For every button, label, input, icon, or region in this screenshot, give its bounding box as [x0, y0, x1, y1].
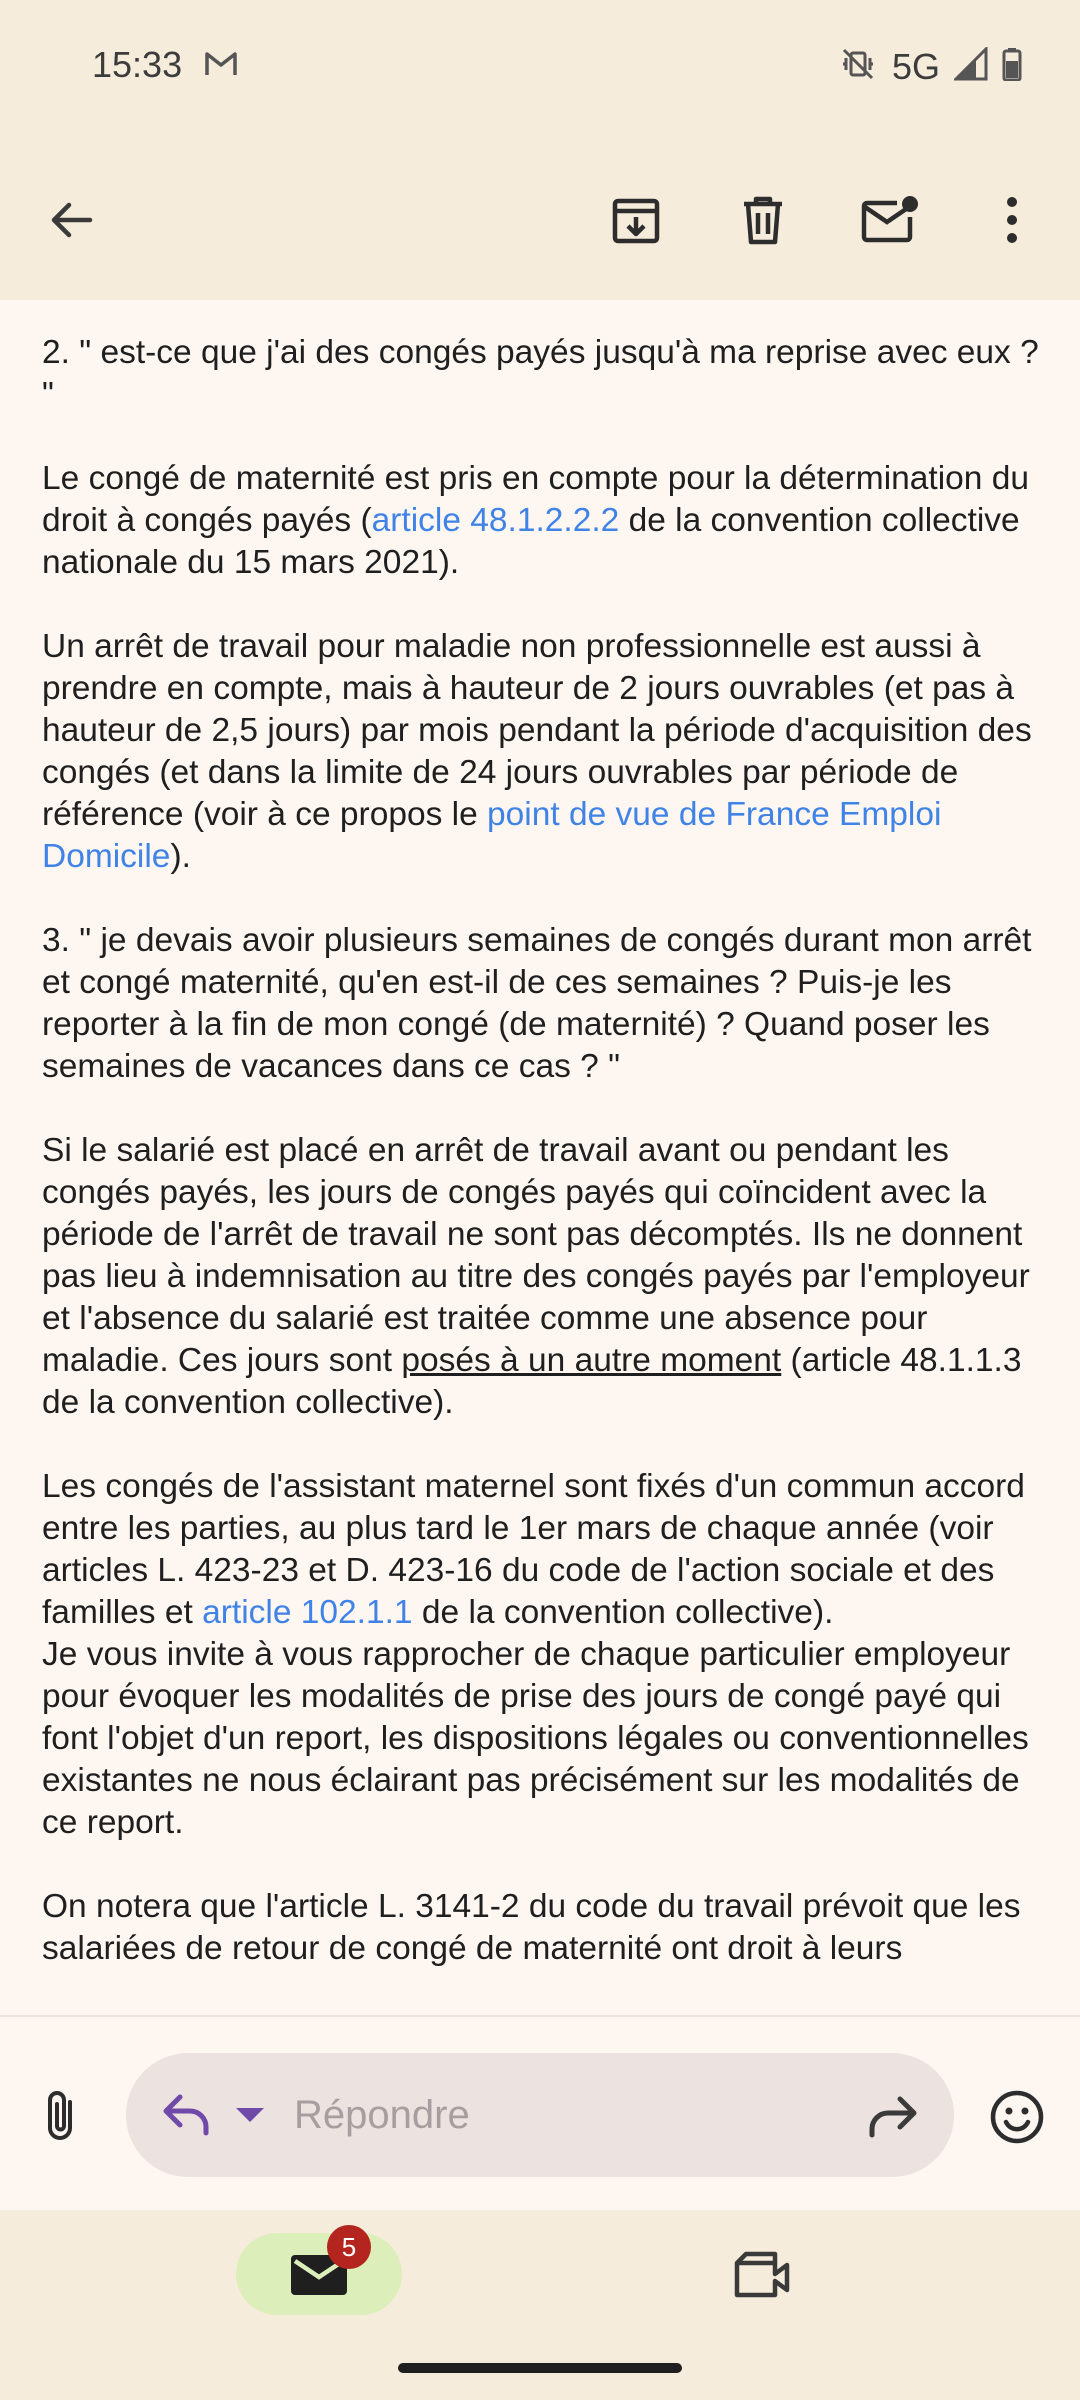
gmail-icon [204, 50, 238, 83]
status-time: 15:33 [92, 44, 183, 85]
email-text [42, 332, 1042, 2012]
attachment-icon[interactable] [40, 2088, 88, 2144]
signal-icon [954, 47, 988, 86]
status-bar [0, 0, 1080, 135]
reply-icon[interactable] [162, 2091, 212, 2142]
underlined-text: posés à un autre moment [401, 1342, 782, 1379]
emoji-icon[interactable] [990, 2090, 1044, 2144]
mark-unread-icon[interactable] [845, 175, 935, 265]
nav-mail-tab[interactable] [236, 2233, 402, 2315]
more-vert-icon[interactable] [967, 175, 1057, 265]
forward-icon[interactable] [866, 2093, 918, 2144]
article-link[interactable]: article 102.1.1 [202, 1594, 413, 1631]
paragraph: Les congés de l'assistant maternel sont fixés d'un commun accord entre les parties, au plus tard le 1er mars de chaque année (voir articles L. 423-23 et D. 423-16 du code de l'action sociale et des familles et article 102.1.1 de la convention collective). [42, 1468, 1025, 1631]
email-body [0, 300, 1080, 2015]
vibrate-off-icon [838, 44, 878, 89]
paragraph: 3. " je devais avoir plusieurs semaines de congés durant mon arrêt et congé maternité, qu'en est-il de ces semaines ? Puis-je les reporter à la fin de mon congé (de maternité) ? Quand poser les semaines de vacances dans ce cas ? " [42, 922, 1032, 1085]
video-icon[interactable] [734, 2250, 790, 2305]
dropdown-icon[interactable] [236, 2108, 264, 2127]
article-link[interactable]: article 48.1.2.2.2 [371, 502, 620, 539]
archive-icon[interactable] [591, 175, 681, 265]
point-de-vue-link[interactable]: point de vue de France Emploi Domicile [42, 796, 942, 875]
paragraph: Le congé de maternité est pris en compte pour la détermination du droit à congés payés (article 48.1.2.2.2 de la convention collective nationale du 15 mars 2021). [42, 460, 1029, 581]
network-type: 5G [891, 45, 940, 87]
back-arrow-icon[interactable] [26, 175, 116, 265]
paragraph: 2. " est-ce que j'ai des congés payés jusqu'à ma reprise avec eux ? " [42, 334, 1039, 413]
status-icons [838, 44, 1022, 89]
paragraph: Un arrêt de travail pour maladie non professionnelle est aussi à prendre en compte, mais à hauteur de 2 jours ouvrables (et pas à hauteur de 2,5 jours) par mois pendant la période d'acquisition des congés (et dans la limite de 24 jours ouvrables par période de référence (voir à ce propos le point de vue de France Emploi Domicile). [42, 628, 1032, 875]
reply-input[interactable] [126, 2053, 954, 2177]
delete-icon[interactable] [718, 175, 808, 265]
reply-placeholder: Répondre [294, 2093, 470, 2137]
paragraph: On notera que l'article L. 3141-2 du code du travail prévoit que les salariées de retour de congé de maternité ont droit à leurs [42, 1888, 1021, 1967]
home-indicator[interactable] [398, 2363, 682, 2373]
unread-badge: 5 [327, 2225, 371, 2269]
battery-icon [1002, 47, 1022, 86]
paragraph: Si le salarié est placé en arrêt de travail avant ou pendant les congés payés, les jours de congés payés qui coïncident avec la période de l'arrêt de travail ne sont pas décomptés. Ils ne donnent pas lieu à indemnisation au titre des congés payés par l'employeur et l'absence du salarié est traitée comme une absence pour maladie. Ces jours sont posés à un autre moment (article 48.1.1.3 de la convention collective). [42, 1132, 1030, 1421]
paragraph: Je vous invite à vous rapprocher de chaque particulier employeur pour évoquer les modalités de prise des jours de congé payé qui font l'objet d'un report, les dispositions légales ou conventionnelles existantes ne nous éclairant pas précisément sur les modalités de ce report. [42, 1636, 1029, 1841]
